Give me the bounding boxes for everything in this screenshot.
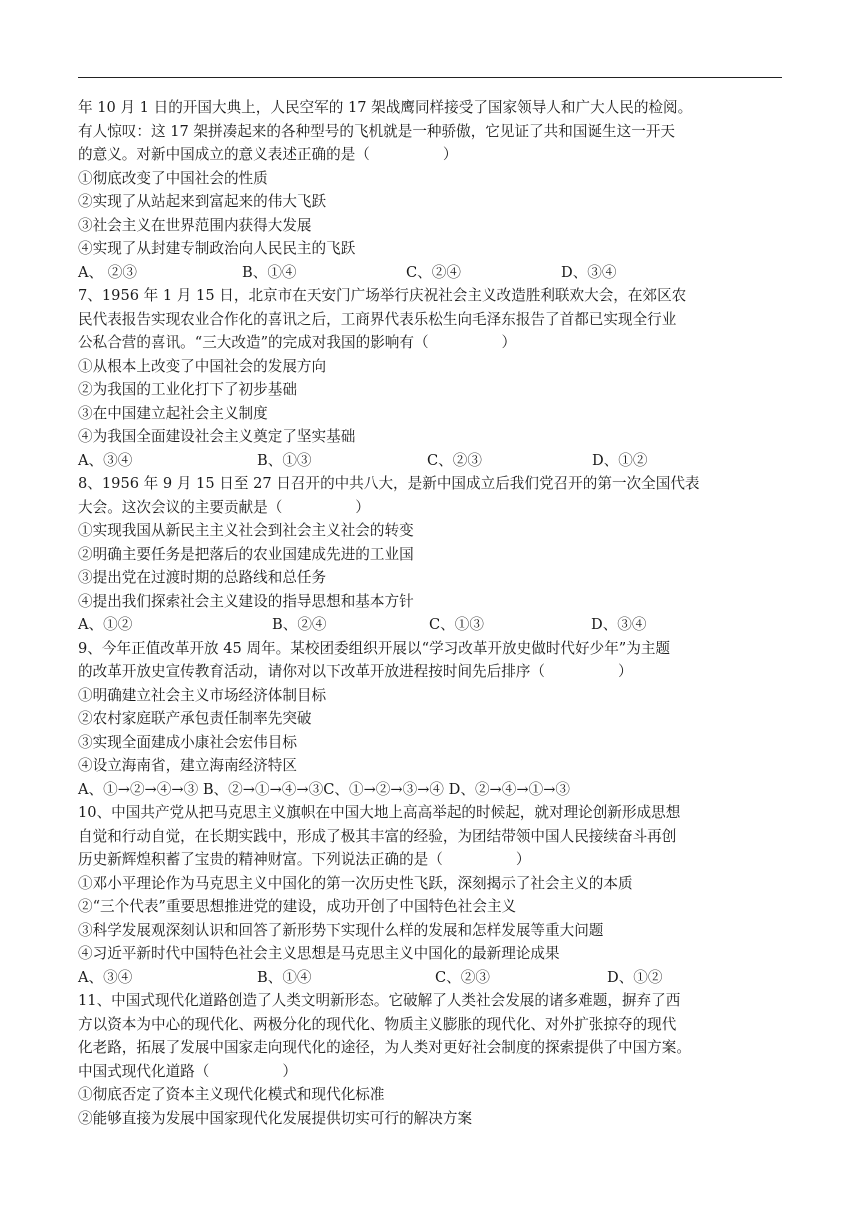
statement-item: ③提出党在过渡时期的总路线和总任务 <box>78 569 327 586</box>
question-stem-line: 9、今年正值改革开放 45 周年。某校团委组织开展以“学习改革开放史做时代好少年”为主题 <box>78 639 671 657</box>
question-stem-line: 历史新辉煌积蓄了宝贵的精神财富。下列说法正确的是（ ） <box>78 851 531 868</box>
statement-item: ④提出我们探索社会主义建设的指导思想和基本方针 <box>78 592 414 610</box>
statement-item: ③科学发展观深刻认识和回答了新形势下实现什么样的发展和怎样发展等重大问题 <box>78 921 604 939</box>
option-a: A、③④ <box>78 968 133 986</box>
option-c: C、②③ <box>427 451 482 469</box>
statement-item: ①彻底否定了资本主义现代化模式和现代化标准 <box>78 1086 385 1103</box>
statement-item: ④习近平新时代中国特色社会主义思想是马克思主义中国化的最新理论成果 <box>78 945 560 962</box>
question-stem-line: 公私合营的喜讯。“三大改造”的完成对我国的影响有（ ） <box>78 334 517 351</box>
statement-item: ②实现了从站起来到富起来的伟大飞跃 <box>78 193 327 210</box>
question-stem-line: 8、1956 年 9 月 15 日至 27 日召开的中共八大，是新中国成立后我们党召开的第一次全国代表 <box>78 475 700 492</box>
answer-options <box>78 966 790 990</box>
question-stem-line: 方以资本为中心的现代化、两极分化的现代化、物质主义膨胀的现代化、对外扩张掠夺的现代 <box>78 1015 677 1033</box>
question-9 <box>78 637 790 802</box>
question-6 <box>78 96 790 284</box>
option-a: A、 ②③ <box>78 263 137 281</box>
statement-item: ④为我国全面建设社会主义奠定了坚实基础 <box>78 428 356 445</box>
statement-item: ③社会主义在世界范围内获得大发展 <box>78 216 312 234</box>
option-c: C、②③ <box>435 968 490 986</box>
statement-item: ③实现全面建成小康社会宏伟目标 <box>78 733 297 751</box>
answer-options <box>78 261 790 285</box>
statement-item: ②为我国的工业化打下了初步基础 <box>78 381 297 398</box>
option-a: A、①② <box>78 616 133 633</box>
option-d: D、①② <box>592 451 648 469</box>
answer-options <box>78 613 790 637</box>
option-d: D、③④ <box>591 616 647 633</box>
statement-item: ②农村家庭联产承包责任制率先突破 <box>78 710 312 727</box>
question-stem-line: 大会。这次会议的主要贡献是（ ） <box>78 498 370 516</box>
question-stem-line: 中国式现代化道路（ ） <box>78 1062 297 1080</box>
statement-item: ①彻底改变了中国社会的性质 <box>78 169 268 187</box>
statement-item: ①明确建立社会主义市场经济体制目标 <box>78 686 327 704</box>
statement-item: ②能够直接为发展中国家现代化发展提供切实可行的解决方案 <box>78 1109 473 1127</box>
question-stem-line: 民代表报告实现农业合作化的喜讯之后，工商界代表乐松生向毛泽东报告了首都已实现全行业 <box>78 310 677 328</box>
question-stem-line: 化老路，拓展了发展中国家走向现代化的途径，为人类对更好社会制度的探索提供了中国方案。 <box>78 1039 691 1056</box>
option-c: C、①③ <box>429 616 484 633</box>
option-b: B、①③ <box>257 451 312 469</box>
question-stem-line: 11、中国式现代化道路创造了人类文明新形态。它破解了人类社会发展的诸多难题，摒弃了西 <box>78 992 681 1009</box>
question-stem-line: 7、1956 年 1 月 15 日，北京市在天安门广场举行庆祝社会主义改造胜利联欢大会，在郊区农 <box>78 287 687 304</box>
option-b: B、②④ <box>272 616 327 633</box>
question-8 <box>78 472 790 637</box>
answer-options: A、①→②→④→③ B、②→①→④→③C、①→②→③→④ D、②→④→①→③ <box>78 780 571 798</box>
question-stem-line: 自觉和行动自觉，在长期实践中，形成了极其丰富的经验，为团结带领中国人民接续奋斗再创 <box>78 827 677 845</box>
statement-item: ②明确主要任务是把落后的农业国建成先进的工业国 <box>78 545 414 563</box>
statement-item: ②“三个代表”重要思想推进党的建设，成功开创了中国特色社会主义 <box>78 898 517 915</box>
question-7 <box>78 284 790 472</box>
statement-item: ③在中国建立起社会主义制度 <box>78 404 268 422</box>
statement-item: ①从根本上改变了中国社会的发展方向 <box>78 357 327 375</box>
exam-content <box>78 96 790 1130</box>
option-b: B、①④ <box>257 968 312 986</box>
question-11 <box>78 989 790 1130</box>
statement-item: ④实现了从封建专制政治向人民民主的飞跃 <box>78 240 356 257</box>
answer-options <box>78 449 790 473</box>
header-rule <box>78 77 782 78</box>
statement-item: ①实现我国从新民主主义社会到社会主义社会的转变 <box>78 522 414 539</box>
question-stem-line: 的改革开放史宣传教育活动，请你对以下改革开放进程按时间先后排序（ ） <box>78 663 633 680</box>
question-stem-line: 有人惊叹：这 17 架拼凑起来的各种型号的飞机就是一种骄傲，它见证了共和国诞生这一开天 <box>78 122 676 140</box>
statement-item: ①邓小平理论作为马克思主义中国化的第一次历史性飞跃，深刻揭示了社会主义的本质 <box>78 874 633 892</box>
option-d: D、①② <box>607 968 663 986</box>
statement-item: ④设立海南省，建立海南经济特区 <box>78 757 297 774</box>
question-stem-line: 10、中国共产党从把马克思主义旗帜在中国大地上高高举起的时候起，就对理论创新形成思想 <box>78 804 681 821</box>
option-c: C、②④ <box>406 263 461 281</box>
question-10 <box>78 801 790 989</box>
question-stem-line: 的意义。对新中国成立的意义表述正确的是（ ） <box>78 146 458 163</box>
option-b: B、①④ <box>242 263 297 281</box>
option-d: D、③④ <box>561 263 617 281</box>
question-stem-line: 年 10 月 1 日的开国大典上，人民空军的 17 架战鹰同样接受了国家领导人和广大人民的检阅。 <box>78 99 693 116</box>
option-a: A、③④ <box>78 451 133 469</box>
